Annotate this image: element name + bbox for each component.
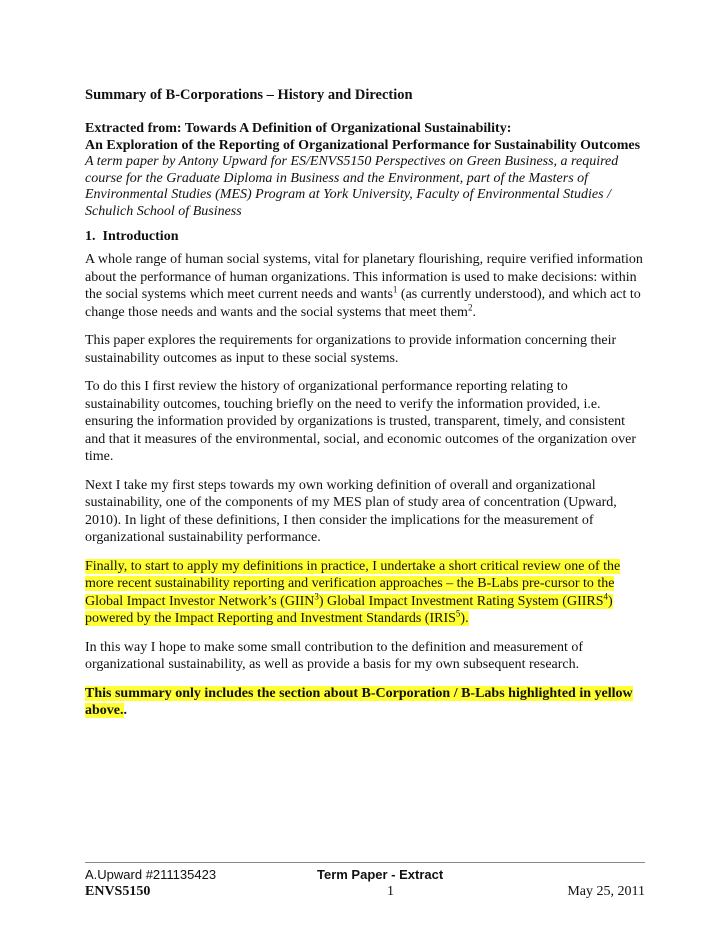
summary-note: This summary only includes the section about B-Corporation / B-Labs highlighted in yellow above.. xyxy=(85,685,633,718)
paragraph-3: To do this I first review the history of organizational performance reporting relating to sustainability outcomes, touching briefly on the need to verify the information provided, i.e. ensuring the information provided by organizations is trusted, transparent, timely, and consistent and that it measures of the environmental, social, and economic outcomes of the organization over time. xyxy=(85,379,637,464)
extract-block xyxy=(85,121,645,220)
footnote-ref-1[interactable]: 1 xyxy=(392,284,398,295)
paragraph-1 xyxy=(85,251,645,321)
summary-note-text: This summary only includes the section about B-Corporation / B-Labs highlighted in yellow above. xyxy=(85,685,633,718)
paragraph-text: ). xyxy=(460,611,469,626)
paragraph-text: ) Global Impact Investment Rating System (GIIRS xyxy=(318,593,604,609)
section-number: 1. xyxy=(85,229,96,244)
paragraph-text: ) powered by the Impact Reporting and Investment Standards (IRIS xyxy=(85,593,613,626)
footnote-ref-4[interactable]: 4 xyxy=(603,590,609,601)
section-heading xyxy=(85,228,645,245)
paragraph-text: Finally, to start to apply my definitions in practice, I undertake a short critical review one of the more recent sustainability reporting and verification approaches – the B-Labs pre-cursor to the Global Impact Investor Network’s (GIIN xyxy=(85,558,621,609)
paragraph-text: (as currently understood), and which act to change those needs and wants and the social systems that meet them xyxy=(85,287,641,320)
footer-author: A.Upward #211135423 xyxy=(85,867,217,882)
paragraph-5-highlighted xyxy=(85,558,645,628)
footer-page-number: 1 xyxy=(387,884,394,899)
extract-attribution: A term paper by Antony Upward for ES/ENVS5150 Perspectives on Green Business, a required course for the Graduate Diploma in Business and the Environment, part of the Masters of Environmental Studies (MES) Program at York University, Faculty of Environmental Studies / Schulich School of Business xyxy=(85,154,619,219)
paragraph-2: This paper explores the requirements for organizations to provide information concerning their sustainability outcomes as input to these social systems. xyxy=(85,333,617,366)
extract-line-2: An Exploration of the Reporting of Organizational Performance for Sustainability Outcomes xyxy=(85,137,641,153)
paragraph-text: . xyxy=(472,304,476,320)
footer-center-title: Term Paper - Extract xyxy=(317,867,444,882)
paragraph-6: In this way I hope to make some small contribution to the definition and measurement of organizational sustainability, as well as provide a basis for my own subsequent research. xyxy=(85,639,584,672)
document-title: Summary of B-Corporations – History and Direction xyxy=(85,87,413,103)
footnote-ref-3[interactable]: 3 xyxy=(314,590,319,601)
paragraph-text: A whole range of human social systems, vital for planetary flourishing, require verified information about the performance of human organizations. This information is used to make decisions: within the social systems which meet current needs and wants xyxy=(85,252,643,302)
footer-course: ENVS5150 xyxy=(85,884,151,899)
document-body xyxy=(85,86,645,731)
footnote-ref-2[interactable]: 2 xyxy=(467,301,473,312)
extract-line-1: Extracted from: Towards A Definition of Organizational Sustainability: xyxy=(85,121,512,136)
footnote-ref-5[interactable]: 5 xyxy=(455,608,461,619)
page-footer xyxy=(85,862,645,901)
footer-date: May 25, 2011 xyxy=(567,884,645,899)
section-title: Introduction xyxy=(102,229,179,244)
paragraph-4: Next I take my first steps towards my own working definition of overall and organizational sustainability, one of the components of my MES plan of study area of concentration (Upward, 2010). In light of these definitions, I then consider the implications for the measurement of organizational sustainability performance. xyxy=(85,477,617,545)
